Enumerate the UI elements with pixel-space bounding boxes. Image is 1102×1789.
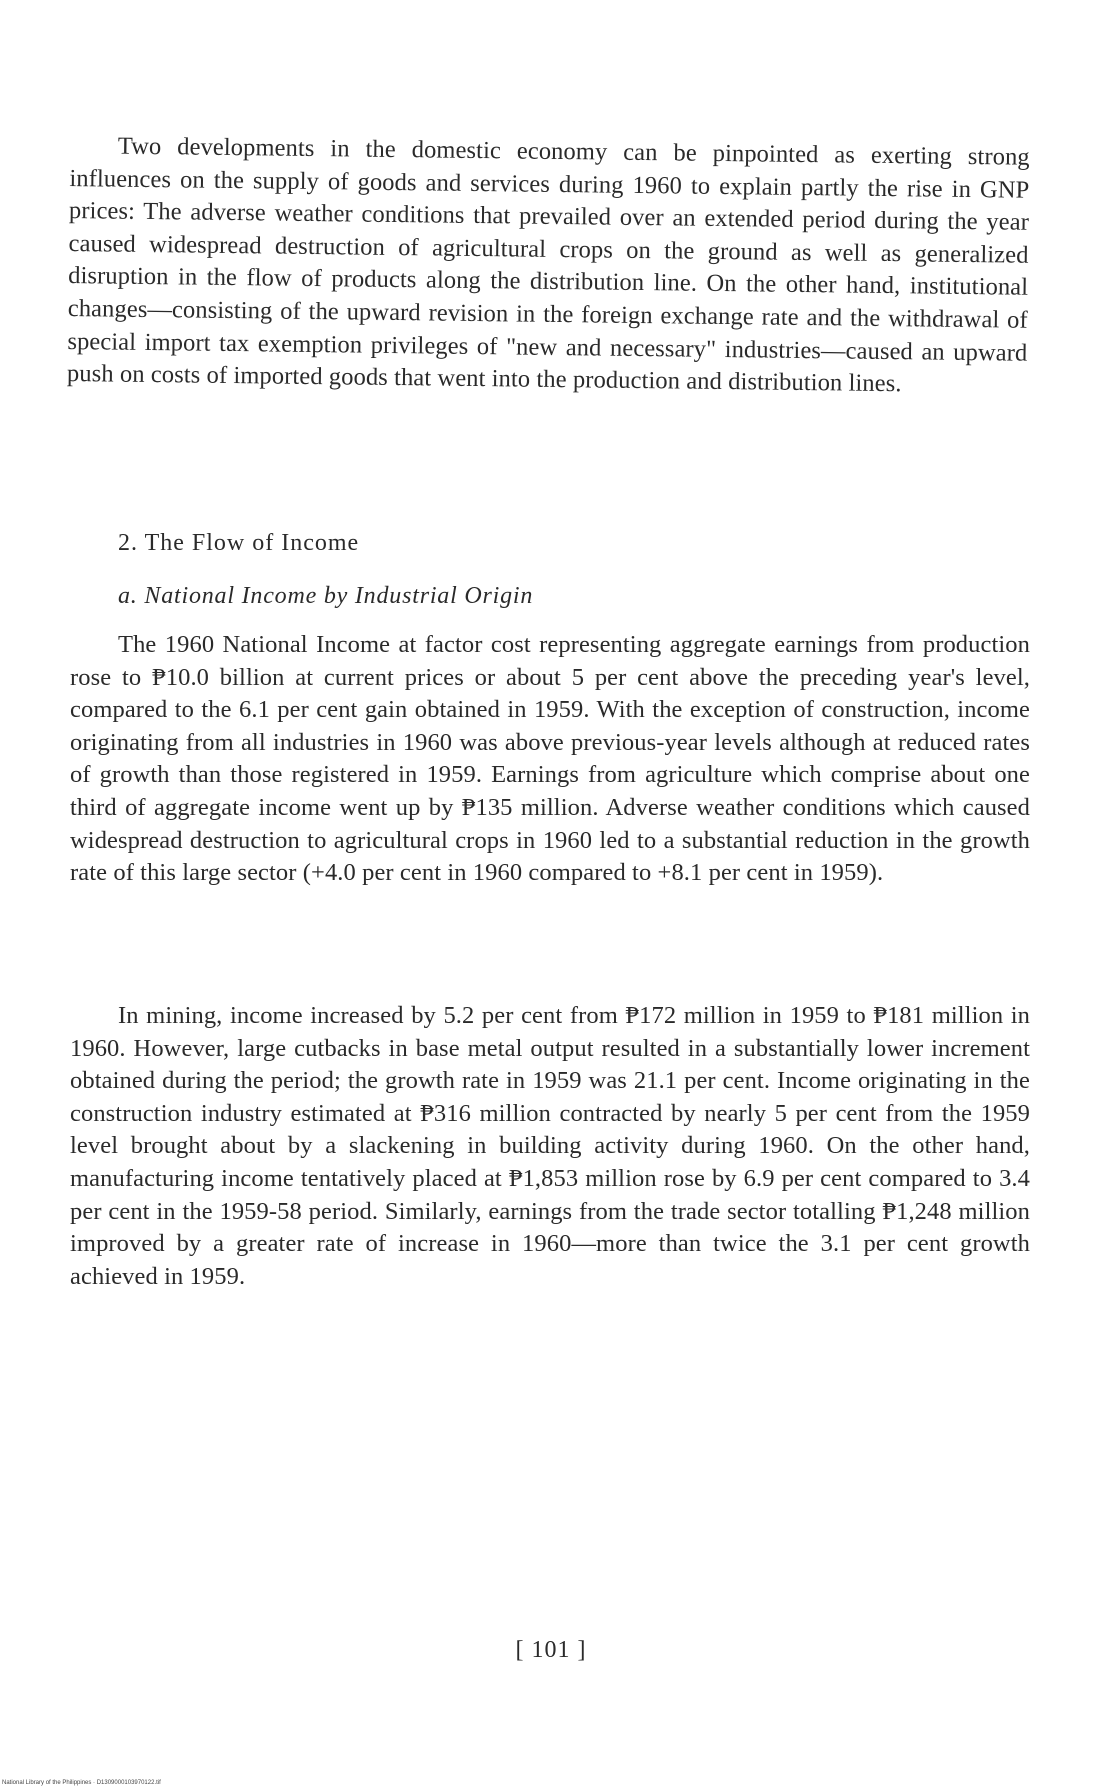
- paragraph-national-income: The 1960 National Income at factor cost representing aggregate earnings from production rose to ₱10.0 billion at current prices or about 5 per cent above the preceding year's level, compared to the 6.1 per cent gain obtained in 1959. With the exception of construction, income originating from all industries in 1960 was above previous-year levels although at reduced rates of growth than those registered in 1959. Earnings from agriculture which comprise about one third of aggregate income went up by ₱135 million. Adverse weather conditions which caused widespread destruction to agricultural crops in 1960 led to a substantial reduction in the growth rate of this large sector (+4.0 per cent in 1960 compared to +8.1 per cent in 1959).: [70, 631, 1030, 887]
- paragraph-mining-construction: In mining, income increased by 5.2 per cent from ₱172 million in 1959 to ₱181 million in 1960. However, large cutbacks in base metal output resulted in a substantially lower increment obtained during the period; the growth rate in 1959 was 21.1 per cent. Income originating in the construction industry estimated at ₱316 million contracted by nearly 5 per cent from the 1959 level brought about by a slackening in building activity during 1960. On the other hand, manufacturing income tentatively placed at ₱1,853 million rose by 6.9 per cent compared to 3.4 per cent in the 1959-58 period. Similarly, earnings from the trade sector totalling ₱1,248 million improved by a greater rate of increase in 1960—more than twice the 3.1 per cent growth achieved in 1959.: [70, 1002, 1030, 1290]
- paragraph-gnp-prices: Two developments in the domestic economy can be pinpointed as exerting strong influences on the supply of goods and services during 1960 to explain partly the rise in GNP prices: The adverse weather conditions that prevailed over an extended period during the year caused widespread destruction of agricultural crops on the ground as well as generalized disruption in the flow of products along the distribution line. On the other hand, institutional changes—consisting of the upward revision in the foreign exchange rate and the withdrawal of special import tax exemption privileges of "new and necessary" industries—caused an upward push on costs of imported goods that went into the production and distribution lines.: [66, 132, 1030, 398]
- section-heading-flow-of-income: 2. The Flow of Income: [118, 530, 360, 556]
- page-number: [ 101 ]: [515, 1637, 587, 1663]
- subsection-heading-national-income: a. National Income by Industrial Origin: [118, 583, 534, 609]
- page-content: [66, 130, 1030, 1290]
- scan-footer-note: National Library of the Philippines · D1309000103970122.tif: [2, 1780, 161, 1786]
